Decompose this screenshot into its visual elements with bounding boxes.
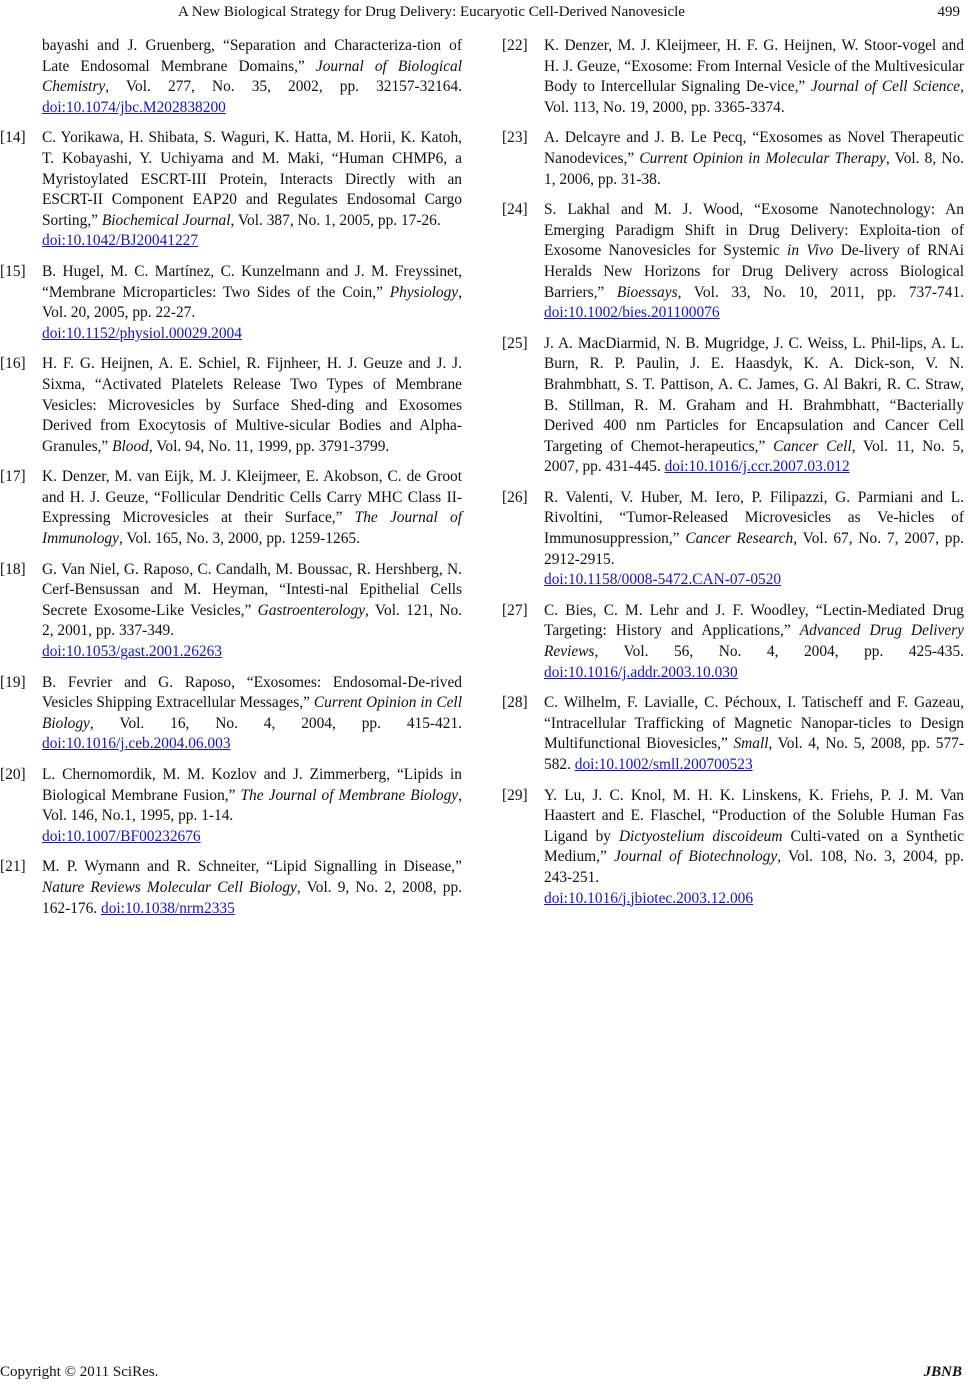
reference-entry xyxy=(0,560,462,663)
doi-link[interactable]: doi:10.1038/nrm2335 xyxy=(101,899,235,917)
reference-number: [19] xyxy=(0,673,26,691)
reference-entry xyxy=(502,601,964,683)
reference-text: , Vol. 165, No. 3, 2000, pp. 1259-1265. xyxy=(118,530,360,548)
reference-number: [22] xyxy=(502,37,528,54)
reference-number: [15] xyxy=(0,262,26,280)
reference-text: C. Bies, C. M. Lehr and J. F. Woodley, “Lectin-Mediated Drug Targeting: History and Applications,” xyxy=(544,601,964,640)
doi-link[interactable]: doi:10.1074/jbc.M202838200 xyxy=(42,98,226,116)
reference-column-right xyxy=(502,36,964,919)
reference-source-title: The Journal of Immunology xyxy=(42,509,462,548)
reference-text: C. Wilhelm, F. Lavialle, C. Péchoux, I. Tatischeff and F. Gazeau, “Intracellular Trafficking of Magnetic Nanopar-ticles to Design Multifunctional Biovesicles,” xyxy=(544,694,964,753)
reference-text: , Vol. 67, No. 7, 2007, pp. 2912-2915. xyxy=(544,530,964,568)
reference-column-left xyxy=(0,36,462,929)
reference-text: M. P. Wymann and R. Schneiter, “Lipid Signalling in Disease,” xyxy=(42,858,462,876)
reference-number: [25] xyxy=(502,334,528,352)
reference-text: Y. Lu, J. C. Knol, M. H. K. Linskens, K. Friehs, P. J. M. Van Haastert and E. Flaschel, “Production of the Soluble Human Fas Ligand by xyxy=(544,786,964,845)
reference-text: , Vol. 4, No. 5, 2008, pp. 577-582. xyxy=(544,735,964,773)
reference-number: [18] xyxy=(0,560,26,578)
reference-entry xyxy=(0,673,462,755)
reference-text: G. Van Niel, G. Raposo, C. Candalh, M. Boussac, R. Hershberg, N. Cerf-Bensussan and M. Heyman, “Intesti-nal Epithelial Cells Secrete Exosome-Like Vesicles,” xyxy=(42,560,462,619)
reference-source-title: Current Opinion in Molecular Therapy xyxy=(639,149,886,167)
reference-number: [28] xyxy=(502,694,528,712)
reference-text: , Vol. 20, 2005, pp. 22-27. xyxy=(42,283,462,322)
reference-source-title: Gastroenterology xyxy=(257,601,366,619)
reference-source-title: Advanced Drug Delivery Reviews xyxy=(544,622,964,661)
reference-number: [17] xyxy=(0,468,26,486)
reference-text: , Vol. 387, No. 1, 2005, pp. 17-26. xyxy=(230,211,441,229)
reference-text: , Vol. 8, No. 1, 2006, pp. 31-38. xyxy=(544,149,965,188)
reference-number: [16] xyxy=(0,355,26,373)
reference-number: [23] xyxy=(502,129,528,147)
reference-text: , Vol. 33, No. 10, 2011, pp. 737-741. xyxy=(677,283,964,301)
reference-text: , Vol. 113, No. 19, 2000, pp. 3365-3374. xyxy=(544,78,964,116)
reference-text: C. Yorikawa, H. Shibata, S. Waguri, K. Hatta, M. Horii, K. Katoh, T. Kobayashi, Y. Uchiyama and M. Maki, “Human CHMP6, a Myristoylated ESCRT-III Protein, Interacts Directly with an ESCRT-II Component EAP20 and Regulates Endosomal Cargo Sorting,” xyxy=(42,129,462,229)
reference-source-title: Nature Reviews Molecular Cell Biology xyxy=(42,878,297,896)
reference-source-title: Cancer Cell xyxy=(773,437,852,455)
page-number: 499 xyxy=(937,4,960,20)
doi-link[interactable]: doi:10.1007/BF00232676 xyxy=(42,827,201,845)
reference-entry xyxy=(502,488,964,591)
doi-link[interactable]: doi:10.1002/smll.200700523 xyxy=(574,756,753,773)
reference-text: , Vol. 277, No. 35, 2002, pp. 32157-32164. xyxy=(105,78,462,96)
reference-text: , Vol. 146, No.1, 1995, pp. 1-14. xyxy=(42,786,462,825)
reference-entry xyxy=(502,200,964,324)
reference-number: [21] xyxy=(0,858,26,876)
reference-text: K. Denzer, M. van Eijk, M. J. Kleijmeer, E. Akobson, C. de Groot and H. J. Geuze, “Follicular Dendritic Cells Carry MHC Class II-Expressing Microvesicles at their Surface,” xyxy=(42,468,462,527)
copyright-notice: Copyright © 2011 SciRes. xyxy=(0,1364,159,1380)
reference-entry xyxy=(0,36,462,118)
journal-abbreviation: JBNB xyxy=(923,1364,962,1380)
reference-entry xyxy=(502,128,964,190)
reference-text: L. Chernomordik, M. M. Kozlov and J. Zimmerberg, “Lipids in Biological Membrane Fusion,” xyxy=(42,766,462,804)
doi-link[interactable]: doi:10.1152/physiol.00029.2004 xyxy=(42,324,242,342)
reference-number: [27] xyxy=(502,601,528,619)
reference-entry xyxy=(502,36,964,118)
reference-source-title: Dictyostelium discoideum xyxy=(618,827,783,845)
reference-entry xyxy=(502,786,964,910)
reference-source-title: Small xyxy=(733,735,769,753)
reference-text: B. Hugel, M. C. Martínez, C. Kunzelmann and J. M. Freyssinet, “Membrane Microparticles: Two Sides of the Coin,” xyxy=(42,262,462,301)
reference-text: , Vol. 94, No. 11, 1999, pp. 3791-3799. xyxy=(148,437,390,455)
reference-entry xyxy=(0,128,462,252)
reference-number: [20] xyxy=(0,766,26,783)
reference-entry xyxy=(0,354,462,457)
reference-text: , Vol. 11, No. 5, 2007, pp. 431-445. xyxy=(544,437,965,476)
reference-source-title: Journal of Biological Chemistry xyxy=(42,57,462,96)
reference-text: S. Lakhal and M. J. Wood, “Exosome Nanotechnology: An Emerging Paradigm Shift in Drug Delivery: Exploita-tion of Exosome Nanovesicles for Systemic xyxy=(544,201,964,260)
doi-link[interactable]: doi:10.1053/gast.2001.26263 xyxy=(42,643,222,661)
reference-text: B. Fevrier and G. Raposo, “Exosomes: Endosomal-De-rived Vesicles Shipping Extracellular Messages,” xyxy=(42,673,462,712)
reference-source-title: Biochemical Journal xyxy=(101,211,231,229)
reference-text: R. Valenti, V. Huber, M. Iero, P. Filipazzi, G. Parmiani and L. Rivoltini, “Tumor-Released Microvesicles as Ve-hicles of Immunosuppression,” xyxy=(544,488,964,548)
reference-entry xyxy=(0,765,462,847)
reference-source-title: Physiology xyxy=(389,283,459,301)
doi-link[interactable]: doi:10.1016/j.jbiotec.2003.12.006 xyxy=(544,889,754,907)
reference-text: , Vol. 9, No. 2, 2008, pp. 162-176. xyxy=(42,878,462,917)
doi-link[interactable]: doi:10.1016/j.ceb.2004.06.003 xyxy=(42,735,231,753)
reference-number: [14] xyxy=(0,129,26,147)
reference-entry xyxy=(0,857,462,919)
reference-source-title: Journal of Biotechnology xyxy=(614,848,778,866)
doi-link[interactable]: doi:10.1158/0008-5472.CAN-07-0520 xyxy=(544,571,782,589)
reference-entry xyxy=(0,262,462,344)
reference-number: [24] xyxy=(502,201,528,219)
reference-text: K. Denzer, M. J. Kleijmeer, H. F. G. Heijnen, W. Stoor-vogel and H. J. Geuze, “Exosome: From Internal Vesicle of the Multivesicular Body to Intercellular Signaling De-vice,” xyxy=(544,37,964,96)
reference-text: bayashi and J. Gruenberg, “Separation and Characteriza-tion of Late Endosomal Membrane Domains,” xyxy=(42,37,462,75)
running-title: A New Biological Strategy for Drug Delivery: Eucaryotic Cell-Derived Nanovesicle xyxy=(178,4,685,20)
reference-text: A. Delcayre and J. B. Le Pecq, “Exosomes as Novel Therapeutic Nanodevices,” xyxy=(544,129,964,167)
reference-entry xyxy=(502,334,964,478)
reference-text: H. F. G. Heijnen, A. E. Schiel, R. Fijnheer, H. J. Geuze and J. J. Sixma, “Activated Platelets Release Two Types of Membrane Vesicles: Microvesicles by Surface Shed-ding and Exosomes Derived from Exocytosis of Multive-sicular Bodies and Alpha-Granules,” xyxy=(42,355,462,455)
reference-source-title: Bioessays xyxy=(616,283,678,301)
reference-source-title: Blood xyxy=(112,437,149,455)
reference-source-title: Cancer Research xyxy=(685,530,794,548)
reference-number: [26] xyxy=(502,488,528,506)
reference-source-title: Current Opinion in Cell Biology xyxy=(42,694,462,732)
doi-link[interactable]: doi:10.1042/BJ20041227 xyxy=(42,232,199,250)
reference-entry xyxy=(0,467,462,549)
reference-source-title: The Journal of Membrane Biology xyxy=(240,786,459,804)
doi-link[interactable]: doi:10.1002/bies.201100076 xyxy=(544,304,720,322)
doi-link[interactable]: doi:10.1016/j.ccr.2007.03.012 xyxy=(664,458,850,476)
reference-source-title: in Vivo xyxy=(787,242,834,260)
reference-text: , Vol. 56, No. 4, 2004, pp. 425-435. xyxy=(594,643,964,661)
reference-text: , Vol. 108, No. 3, 2004, pp. 243-251. xyxy=(544,848,964,886)
reference-text: , Vol. 121, No. 2, 2001, pp. 337-349. xyxy=(42,601,462,640)
reference-number: [29] xyxy=(502,786,528,804)
reference-text: J. A. MacDiarmid, N. B. Mugridge, J. C. Weiss, L. Phil-lips, A. L. Burn, R. P. Paulin, J. E. Haasdyk, K. A. Dick-son, V. N. Brahmbhatt, S. T. Pattison, A. C. James, G. Al Bakri, R. C. Straw, B. Stillman, R. M. Graham and H. Brahmbhatt, “Bacterially Derived 400 nm Particles for Encapsulation and Cancer Cell Targeting of Chemot-herapeutics,” xyxy=(544,334,964,455)
reference-text: Culti-vated on a Synthetic Medium,” xyxy=(544,827,964,866)
reference-entry xyxy=(502,693,964,775)
reference-text: , Vol. 16, No. 4, 2004, pp. 415-421. xyxy=(89,714,462,732)
reference-text: De-livery of RNAi Heralds New Horizons for Drug Delivery across Biological Barriers,” xyxy=(544,242,964,301)
reference-source-title: Journal of Cell Science xyxy=(810,78,961,96)
doi-link[interactable]: doi:10.1016/j.addr.2003.10.030 xyxy=(544,663,738,681)
